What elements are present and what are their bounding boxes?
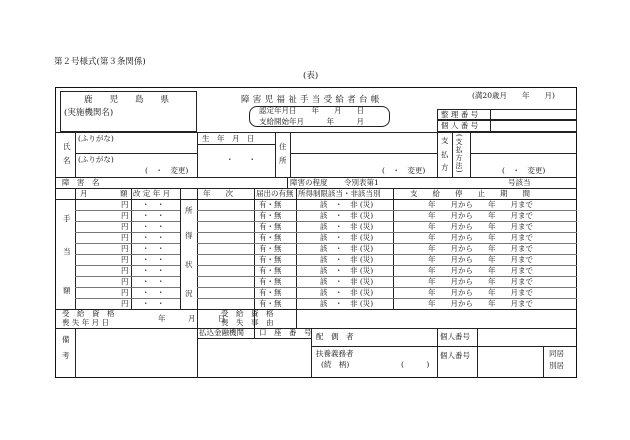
name-label-1: 氏	[63, 142, 71, 151]
payment-stop-cell: 年 月から 年 月まで	[428, 255, 533, 264]
filed-cell: 有・無	[259, 211, 282, 220]
age20-label: (満20歳月 年 月)	[472, 91, 555, 100]
guardian-label: 扶養義務者	[316, 349, 354, 358]
ledger-title: 障 害 児 福 祉 手 当 受 給 者 台 帳	[241, 95, 380, 105]
revision-cell: ・ ・	[142, 277, 165, 286]
address-label-1: 住	[279, 142, 287, 151]
grade-label: 号該当	[508, 178, 531, 187]
revision-cell: ・ ・	[142, 288, 165, 297]
payment-stop-cell: 年 月から 年 月まで	[428, 200, 533, 209]
income-limit-cell: 該 ・ 非 (災)	[320, 277, 374, 286]
spouse-label: 配 偶 者	[316, 332, 354, 341]
filed-cell: 有・無	[259, 233, 282, 242]
amount-cell: 円	[121, 200, 129, 209]
amount-cell: 円	[121, 288, 129, 297]
revision-cell: ・ ・	[142, 266, 165, 275]
filed-cell: 有・無	[259, 200, 282, 209]
revision-cell: ・ ・	[142, 211, 165, 220]
col-income-limit: 所得制限該当・非該当別	[298, 189, 381, 198]
pay-change: ( ・ 変更)	[502, 166, 546, 175]
pay-method-sub: (支払方法)	[455, 134, 463, 174]
amount-cell: 円	[121, 255, 129, 264]
payment-stop-cell: 年 月から 年 月まで	[428, 244, 533, 253]
side-label: (表)	[303, 71, 319, 81]
filed-cell: 有・無	[259, 288, 282, 297]
income-limit-cell: 該 ・ 非 (災)	[320, 299, 374, 308]
cohabit-label: 同居	[549, 349, 564, 358]
loss-date-label-2: 喪 失 年 月 日	[62, 318, 110, 327]
amount-cell: 円	[121, 266, 129, 275]
filed-cell: 有・無	[259, 299, 282, 308]
pay-label-3: 方	[441, 163, 449, 172]
disability-label: 障 害 名	[62, 178, 100, 187]
payment-stop-cell: 年 月から 年 月まで	[428, 233, 533, 242]
side-income-4: 況	[185, 289, 193, 298]
side-amount-2: 当	[63, 247, 71, 256]
name-change: ( ・ 変更)	[145, 166, 189, 175]
filed-cell: 有・無	[259, 222, 282, 231]
separate-label: 別居	[549, 361, 564, 370]
guardian-relation: (続 柄)	[321, 360, 350, 369]
filed-cell: 有・無	[259, 244, 282, 253]
payment-stop-cell: 年 月から 年 月まで	[428, 266, 533, 275]
amount-cell: 円	[121, 233, 129, 242]
col-filed: 届出の有無	[256, 189, 294, 198]
personal-no-2: 個人番号	[440, 351, 470, 360]
amount-cell: 円	[121, 222, 129, 231]
address-change: ( ・ 変更)	[382, 166, 426, 175]
amount-cell: 円	[121, 211, 129, 220]
filed-cell: 有・無	[259, 255, 282, 264]
pay-label-1: 支	[441, 136, 449, 145]
amount-cell: 円	[121, 244, 129, 253]
form-number-title: 第２号様式(第３条関係)	[54, 57, 146, 67]
bank-label: 払込金融機関	[199, 328, 244, 337]
revision-cell: ・ ・	[142, 222, 165, 231]
remarks-label-2: 考	[62, 351, 70, 360]
personal-no-label: 個 人 番 号	[441, 121, 479, 130]
loss-date-value: 年 月 日	[158, 314, 226, 323]
side-amount-3: 額	[63, 286, 71, 295]
filed-cell: 有・無	[259, 277, 282, 286]
payment-stop-cell: 年 月から 年 月まで	[428, 222, 533, 231]
revision-cell: ・ ・	[142, 255, 165, 264]
furigana-2: (ふりがな)	[78, 155, 114, 164]
personal-no-1: 個人番号	[440, 332, 470, 341]
income-limit-cell: 該 ・ 非 (災)	[320, 233, 374, 242]
dob-dots: ・ ・	[226, 155, 256, 164]
account-label: 口 座 番 号	[259, 328, 312, 337]
amount-cell: 円	[121, 299, 129, 308]
guardian-paren: ( )	[401, 360, 430, 369]
degree-value: 令別表第1	[344, 178, 379, 187]
loss-date-label-1: 受 給 資 格	[62, 309, 115, 318]
payment-start-label: 支給開始年月 年 月	[259, 117, 364, 126]
income-limit-cell: 該 ・ 非 (災)	[320, 266, 374, 275]
ref-no-label: 整 理 番 号	[441, 110, 479, 119]
agency-label: (実施機関名)	[64, 108, 114, 118]
address-label-2: 所	[279, 156, 287, 165]
side-income-1: 所	[185, 206, 193, 215]
income-limit-cell: 該 ・ 非 (災)	[320, 244, 374, 253]
loss-reason-label-2: 喪 失 事 由	[221, 318, 274, 327]
payment-stop-cell: 年 月から 年 月まで	[428, 277, 533, 286]
name-label-2: 名	[63, 156, 71, 165]
income-limit-cell: 該 ・ 非 (災)	[320, 200, 374, 209]
income-limit-cell: 該 ・ 非 (災)	[320, 255, 374, 264]
payment-stop-cell: 年 月から 年 月まで	[428, 288, 533, 297]
remarks-label-1: 備	[62, 335, 70, 344]
income-limit-cell: 該 ・ 非 (災)	[320, 288, 374, 297]
col-revision: 改 定 年 月	[133, 189, 171, 198]
side-income-2: 得	[185, 231, 193, 240]
cert-date-label: 認定年月日 年 月 日	[259, 106, 364, 115]
revision-cell: ・ ・	[142, 299, 165, 308]
side-income-3: 状	[185, 260, 193, 269]
pay-label-2: 払	[441, 150, 449, 159]
dob-label: 生 年 月 日	[202, 134, 255, 143]
revision-cell: ・ ・	[142, 233, 165, 242]
col-month: 月	[80, 189, 88, 198]
revision-cell: ・ ・	[142, 200, 165, 209]
loss-reason-label-1: 受 給 資 格	[221, 309, 274, 318]
amount-cell: 円	[121, 277, 129, 286]
col-payment-stop: 支 給 停 止 期 間	[410, 189, 530, 198]
payment-stop-cell: 年 月から 年 月まで	[428, 299, 533, 308]
side-amount-1: 手	[63, 214, 71, 223]
degree-label: 障害の程度	[290, 178, 328, 187]
col-year: 年 次	[203, 189, 233, 198]
income-limit-cell: 該 ・ 非 (災)	[320, 211, 374, 220]
col-amount: 額	[120, 189, 128, 198]
income-limit-cell: 該 ・ 非 (災)	[320, 222, 374, 231]
payment-stop-cell: 年 月から 年 月まで	[428, 211, 533, 220]
prefecture-name: 鹿 児 島 県	[84, 95, 170, 105]
furigana-1: (ふりがな)	[78, 134, 114, 143]
revision-cell: ・ ・	[142, 244, 165, 253]
filed-cell: 有・無	[259, 266, 282, 275]
